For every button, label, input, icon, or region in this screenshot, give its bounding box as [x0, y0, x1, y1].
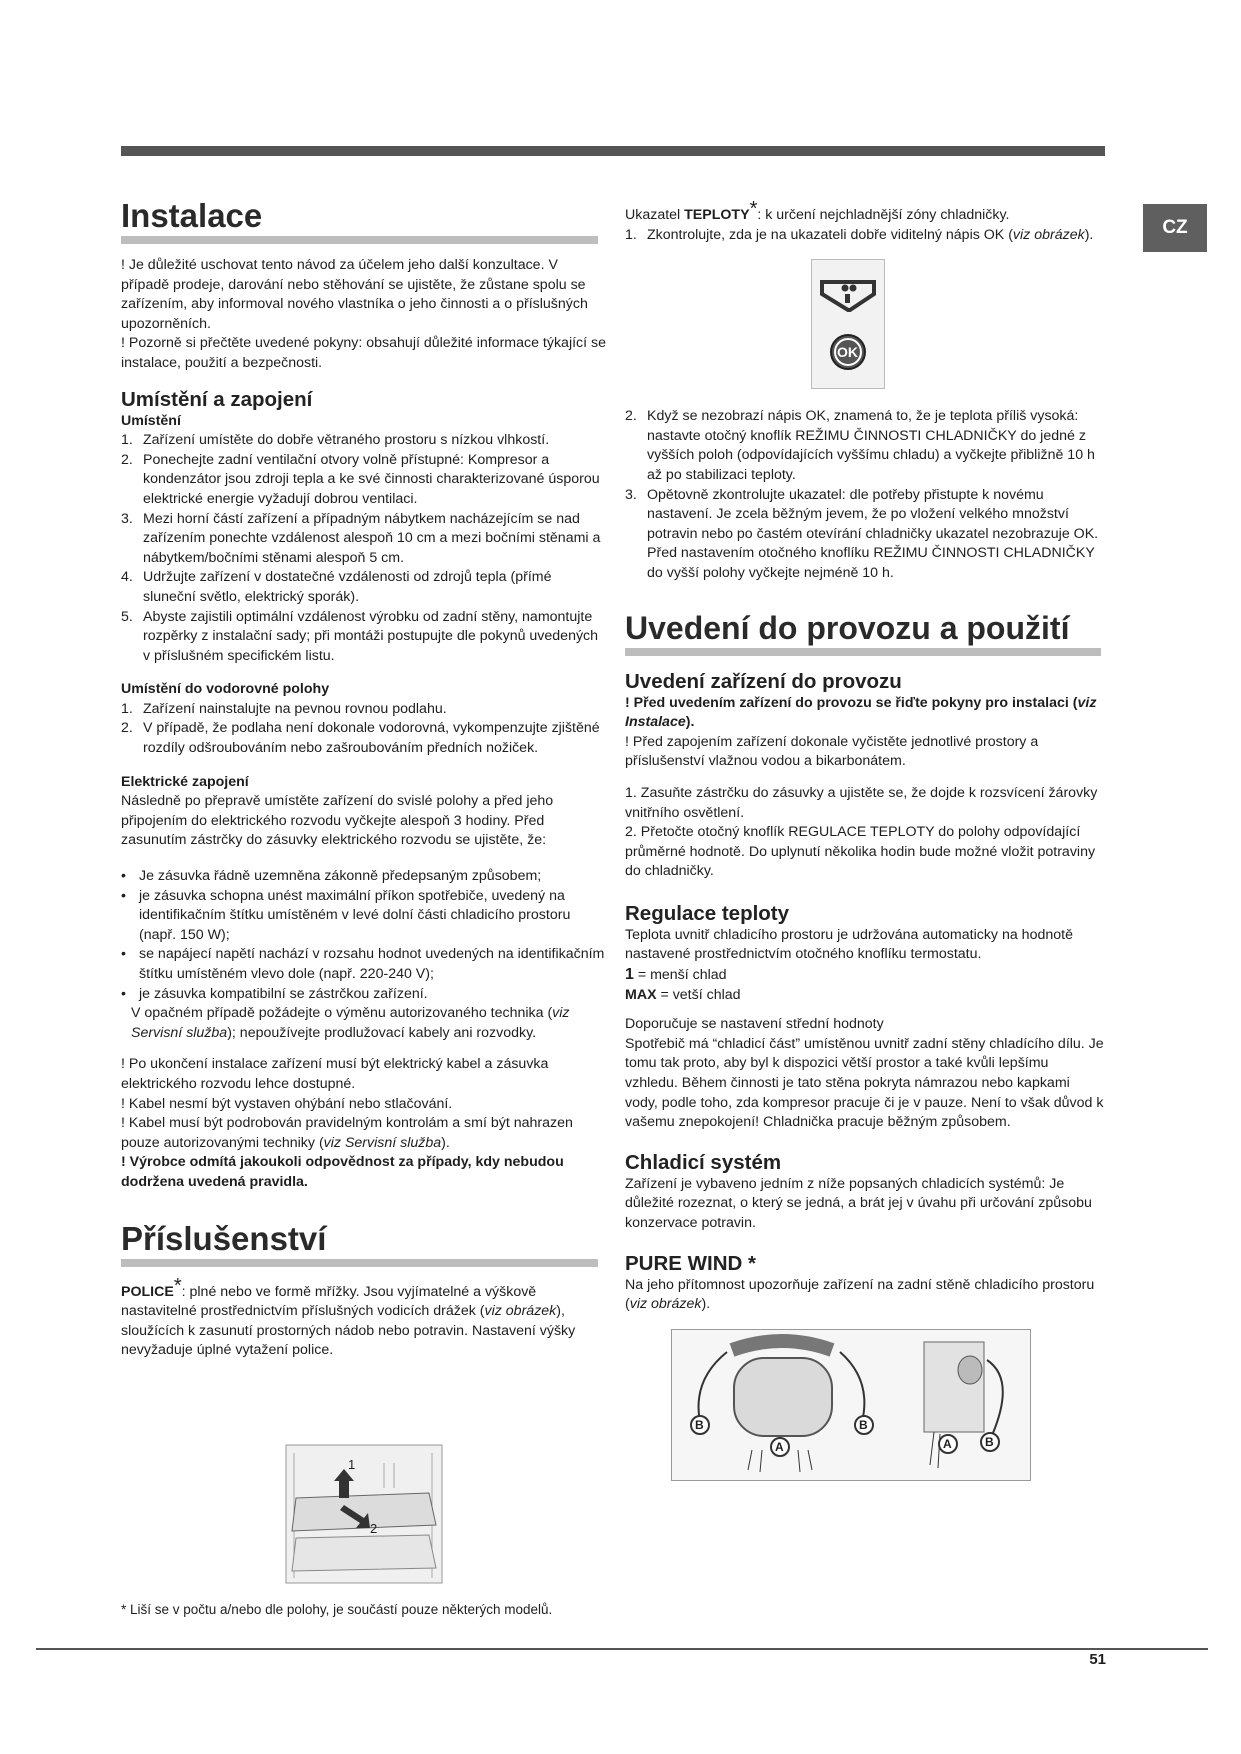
page-number: 51: [1089, 1651, 1106, 1668]
warning-3: ! Kabel musí být podrobován pravidelným kontrolám a smí být nahrazen pouze autorizovanými techniky (viz Servisní služba).: [121, 1115, 573, 1151]
intro-warning: ! Pozorně si přečtěte uvedené pokyny: obsahují důležité informace týkající se instalace, použití a bezpečnosti.: [121, 335, 607, 371]
warning-4: ! Výrobce odmítá jakoukoli odpovědnost za případy, kdy nebudou dodržena uvedená pravidla.: [121, 1154, 564, 1190]
electrical-bullets: [121, 867, 606, 1004]
airflow-label-b-side: B: [985, 1434, 994, 1449]
placement-list: [121, 431, 606, 666]
list-item: 4. Udržujte zařízení v dostatečné vzdálenosti od zdrojů tepla (přímé sluneční světlo, elektrický sporák).: [121, 569, 552, 605]
left-column: [121, 196, 607, 1536]
temperature-min: 1 = menší chlad: [625, 966, 727, 984]
shelf-step-2: 2: [370, 1521, 378, 1536]
list-item: • je zásuvka schopna unést maximální příkon spotřebiče, uvedený na identifikačním štítku umístěném v levé dolní části chladicího prostoru (např. 150 W);: [121, 887, 606, 946]
airflow-label-b-left: B: [695, 1417, 704, 1432]
temperature-max: MAX = vetší chlad: [625, 986, 741, 1003]
right-column: [625, 200, 1105, 1481]
airflow-label-a-side: A: [943, 1436, 952, 1451]
shelf-paragraph: POLICE*: plné nebo ve formě mřížky. Jsou vyjímatelné a výškově nastavitelné prostřednictvím příslušných vodicích drážek (viz obrázek), sloužících k zasunutí prostorných nádob nebo potravin. Nastavení výšky nevyžaduje úplné vytažení police.: [121, 1274, 576, 1359]
temperature-paragraph: Teplota uvnitř chladicího prostoru je udržována automaticky na hodnotě nastavené prostřednictvím otočného knoflíku termostatu.: [625, 926, 1073, 963]
airflow-label-b-right: B: [859, 1417, 868, 1432]
list-item: 1. Zařízení umístěte do dobře větraného prostoru s nízkou vlhkostí.: [121, 432, 550, 449]
section-title-accessories: Příslušenství: [121, 1219, 598, 1267]
electrical-paragraph: Následně po přepravě umístěte zařízení do svislé polohy a před jeho připojením do elektrického rozvodu vyčkejte alespoň 3 hodiny. Před zasunutím zástrčky do zásuvky elektrického rozvodu se ujistěte, že:: [121, 793, 554, 849]
footer-rule: [36, 1648, 1208, 1650]
heading-temperature: Regulace teploty: [625, 901, 790, 925]
intro-paragraph: ! Je důležité uschovat tento návod za účelem jeho další konzultace. V případě prodeje, darování nebo stěhování se ujistěte, že zůstane spolu se zařízením, aby informoval nového vlastníka o jeho činnosti a o příslušných upozorněních.: [121, 257, 588, 332]
warning-1: ! Po ukončení instalace zařízení musí být elektrický kabel a zásuvka elektrického rozvodu lehce dostupné.: [121, 1056, 549, 1092]
start-step-1: 1. Zasuňte zástrčku do zásuvky a ujistěte se, že dojde k rozsvícení žárovky vnitřního osvětlení.: [625, 784, 1098, 821]
cooling-paragraph: Zařízení je vybaveno jedním z níže popsaných chladicích systémů: Je důležité rozeznat, o který se jedná, a brát jej v úvahu při určování způsobu konzervace potravin.: [625, 1175, 1092, 1231]
indicator-list-b: [625, 407, 1105, 583]
temperature-recommend: Doporučuje se nastavení střední hodnoty: [625, 1016, 884, 1033]
subheading-leveling: Umístění do vodorovné polohy: [121, 681, 330, 698]
list-item: • je zásuvka kompatibilní se zástrčkou zařízení.: [121, 985, 606, 1005]
language-tab: CZ: [1143, 204, 1207, 252]
section-title-installation: Instalace: [121, 196, 598, 244]
list-item: 5. Abyste zajistili optimální vzdálenost výrobku od zadní stěny, namontujte rozpěrky z instalační sady; při montáži postupujte dle pokynů uvedených v příslušném specifickém listu.: [121, 608, 599, 664]
pure-wind-figure: [671, 1329, 1031, 1481]
list-item: 2. Když se nezobrazí nápis OK, znamená to, že je teplota příliš vysoká: nastavte otočný knoflík REŽIMU ČINNOSTI CHLADNIČKY do jedné z vyšších poloh (odpovídajících vyššímu chladu) a vyčkejte přibližně 10 h až po stabilizaci teploty.: [625, 408, 1095, 483]
start-step-2: 2. Přetočte otočný knoflík REGULACE TEPLOTY do polohy odpovídající průměrné hodnotě. Do uplynutí několika hodin bude možné vložit potraviny do chladničky.: [625, 824, 1096, 880]
list-item: 2. V případě, že podlaha není dokonale vodorovná, vykompenzujte zjištěné rozdíly odšroubováním nebo zašroubováním předních nožiček.: [121, 720, 600, 757]
pure-wind-illustration: [672, 1330, 1030, 1480]
heading-pure-wind: PURE WIND *: [625, 1251, 756, 1275]
list-item: 1. Zkontrolujte, zda je na ukazateli dobře viditelný nápis OK (viz obrázek).: [625, 226, 1094, 243]
top-rule: [121, 146, 1105, 156]
list-item: 3. Opětovně zkontrolujte ukazatel: dle potřeby přistupte k novému nastavení. Je zcela běžným jevem, že po vložení velkého množství potravin nebo po častém otevírání chladničky ukazatel nezobrazuje OK. Před nastavením otočného knoflíku REŽIMU ČINNOSTI CHLADNIČKY do vyšší polohy vyčkejte nejméně 10 h.: [625, 486, 1099, 581]
shelf-step-1: 1: [348, 1457, 356, 1472]
footnote: * Liší se v počtu a/nebo dle polohy, je součástí pouze některých modelů.: [121, 1602, 553, 1617]
leveling-list: [121, 700, 606, 759]
airflow-label-a: A: [775, 1439, 784, 1454]
pure-wind-paragraph: Na jeho přítomnost upozorňuje zařízení na zadní stěně chladicího prostoru (viz obrázek).: [625, 1276, 1095, 1313]
shelf-figure: [284, 1443, 444, 1585]
electrical-else: V opačném případě požádejte o výměnu autorizovaného technika (viz Servisní služba); nepoužívejte prodlužovací kabely ani rozvodky.: [131, 1005, 570, 1041]
start-warning: ! Před uvedením zařízení do provozu se řiďte pokyny pro instalaci (viz Instalace).: [625, 694, 1097, 731]
section-title-start-use: Uvedení do provozu a použití: [625, 608, 1101, 656]
heading-placement: Umístění a zapojení: [121, 387, 313, 411]
ok-label: OK: [837, 344, 858, 361]
temperature-note: Spotřebič má “chladicí část” umístěnou uvnitř zadní stěny chladícího dílu. Je tomu tak proto, aby byl k dispozici větší prostor a také kvůli lepšímu vzhledu. Během činnosti je tato stěna pokryta námrazou nebo kapkami vody, podle toho, zda kompresor pracuje či je v pauze. Není to však důvod k vašemu znepokojení! Chladnička pracuje běžným způsobem.: [625, 1035, 1104, 1131]
start-clean: ! Před zapojením zařízení dokonale vyčistěte jednotlivé prostory a příslušenství vlažnou vodou a bikarbonátem.: [625, 733, 1039, 770]
shelf-illustration: [284, 1443, 444, 1585]
list-item: 3. Mezi horní částí zařízení a případným nábytkem nacházejícím se nad zařízením ponechte vzdálenost alespoň 10 cm a mezi bočními stěnami a nábytkem/bočními stěnami alespoň 5 cm.: [121, 510, 601, 566]
list-item: 1. Zařízení nainstalujte na pevnou rovnou podlahu.: [121, 700, 447, 717]
list-item: • Je zásuvka řádně uzemněna zákonně předepsaným způsobem;: [121, 867, 606, 887]
temperature-indicator-figure: [811, 259, 885, 389]
indicator-illustration: [812, 260, 884, 388]
indicator-list-a: [625, 226, 1105, 246]
heading-cooling-system: Chladicí systém: [625, 1150, 782, 1174]
list-item: • se napájecí napětí nachází v rozsahu hodnot uvedených na identifikačním štítku umístěném vlevo dole (např. 220-240 V);: [121, 945, 606, 984]
indicator-intro: Ukazatel TEPLOTY*: k určení nejchladnější zóny chladničky.: [625, 198, 1010, 223]
list-item: 2. Ponechejte zadní ventilační otvory volně přístupné: Kompresor a kondenzátor jsou zdroji tepla a ke své činnosti charakterizované úsporou elektrické energie vyžadují dobrou ventilaci.: [121, 451, 600, 507]
heading-start: Uvedení zařízení do provozu: [625, 669, 902, 693]
subheading-electrical: Elektrické zapojení: [121, 773, 249, 790]
warning-2: ! Kabel nesmí být vystaven ohýbání nebo stlačování.: [121, 1095, 453, 1112]
subheading-placement: Umístění: [121, 412, 181, 429]
